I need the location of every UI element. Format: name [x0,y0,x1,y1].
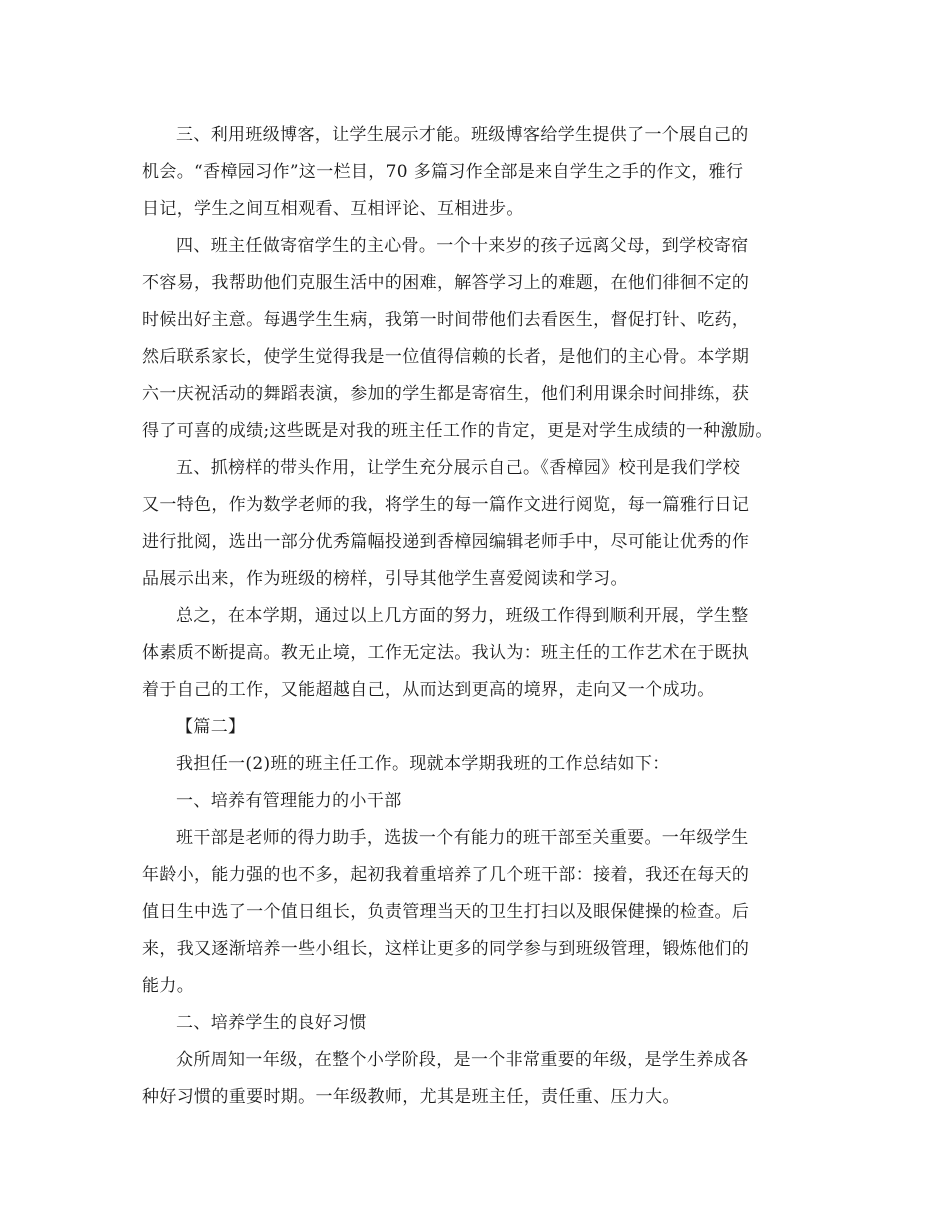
text-line: 能力。 [142,976,195,996]
text-line: 不容易，我帮助他们克服生活中的困难，解答学习上的难题，在他们徘徊不定的 [142,273,750,293]
text-line: 来，我又逐渐培养一些小组长，这样让更多的同学参与到班级管理，锻炼他们的 [142,939,750,959]
text-line: 三、利用班级博客，让学生展示才能。班级博客给学生提供了一个展自己的 [176,125,749,145]
text-line: 品展示出来，作为班级的榜样，引导其他学生喜爱阅读和学习。 [142,569,628,589]
text-line: 种好习惯的重要时期。一年级教师，尤其是班主任，责任重、压力大。 [142,1087,680,1107]
text-line: 进行批阅，选出一部分优秀篇幅投递到香樟园编辑老师手中，尽可能让优秀的作 [142,532,750,552]
document-page [142,117,817,1116]
text-line: 机会。“香樟园习作”这一栏目，70 多篇习作全部是来自学生之手的作文，雅行 [142,162,744,182]
text-line: 班干部是老师的得力助手，选拔一个有能力的班干部至关重要。一年级学生 [176,828,749,848]
text-line: 二、培养学生的良好习惯 [176,1013,367,1033]
text-line: 然后联系家长，使学生觉得我是一位值得信赖的长者，是他们的主心骨。本学期 [142,347,750,367]
text-line: 一、培养有管理能力的小干部 [176,791,402,811]
text-line: 总之，在本学期，通过以上几方面的努力，班级工作得到顺利开展，学生整 [176,606,749,626]
text-line: 【篇二】 [176,717,246,737]
text-line: 时候出好主意。每遇学生生病，我第一时间带他们去看医生，督促打针、吃药， [142,310,750,330]
text-line: 得了可喜的成绩;这些既是对我的班主任工作的肯定，更是对学生成绩的一种激励。 [142,421,773,441]
text-line: 四、班主任做寄宿学生的主心骨。一个十来岁的孩子远离父母，到学校寄宿 [176,236,749,256]
text-line: 众所周知一年级，在整个小学阶段，是一个非常重要的年级，是学生养成各 [176,1050,749,1070]
text-line: 我担任一(2)班的班主任工作。现就本学期我班的工作总结如下： [176,754,670,774]
text-line: 着于自己的工作，又能超越自己，从而达到更高的境界，走向又一个成功。 [142,680,715,700]
text-line: 体素质不断提高。教无止境，工作无定法。我认为：班主任的工作艺术在于既执 [142,643,750,663]
text-line: 日记，学生之间互相观看、互相评论、互相进步。 [142,199,524,219]
text-line: 又一特色，作为数学老师的我，将学生的每一篇作文进行阅览，每一篇雅行日记 [142,495,750,515]
text-line: 五、抓榜样的带头作用，让学生充分展示自己。《香樟园》校刊是我们学校 [176,458,741,478]
text-line: 六一庆祝活动的舞蹈表演，参加的学生都是寄宿生，他们利用课余时间排练，获 [142,384,750,404]
text-line: 值日生中选了一个值日组长，负责管理当天的卫生打扫以及眼保健操的检查。后 [142,902,750,922]
text-line: 年龄小，能力强的也不多，起初我着重培养了几个班干部：接着，我还在每天的 [142,865,750,885]
